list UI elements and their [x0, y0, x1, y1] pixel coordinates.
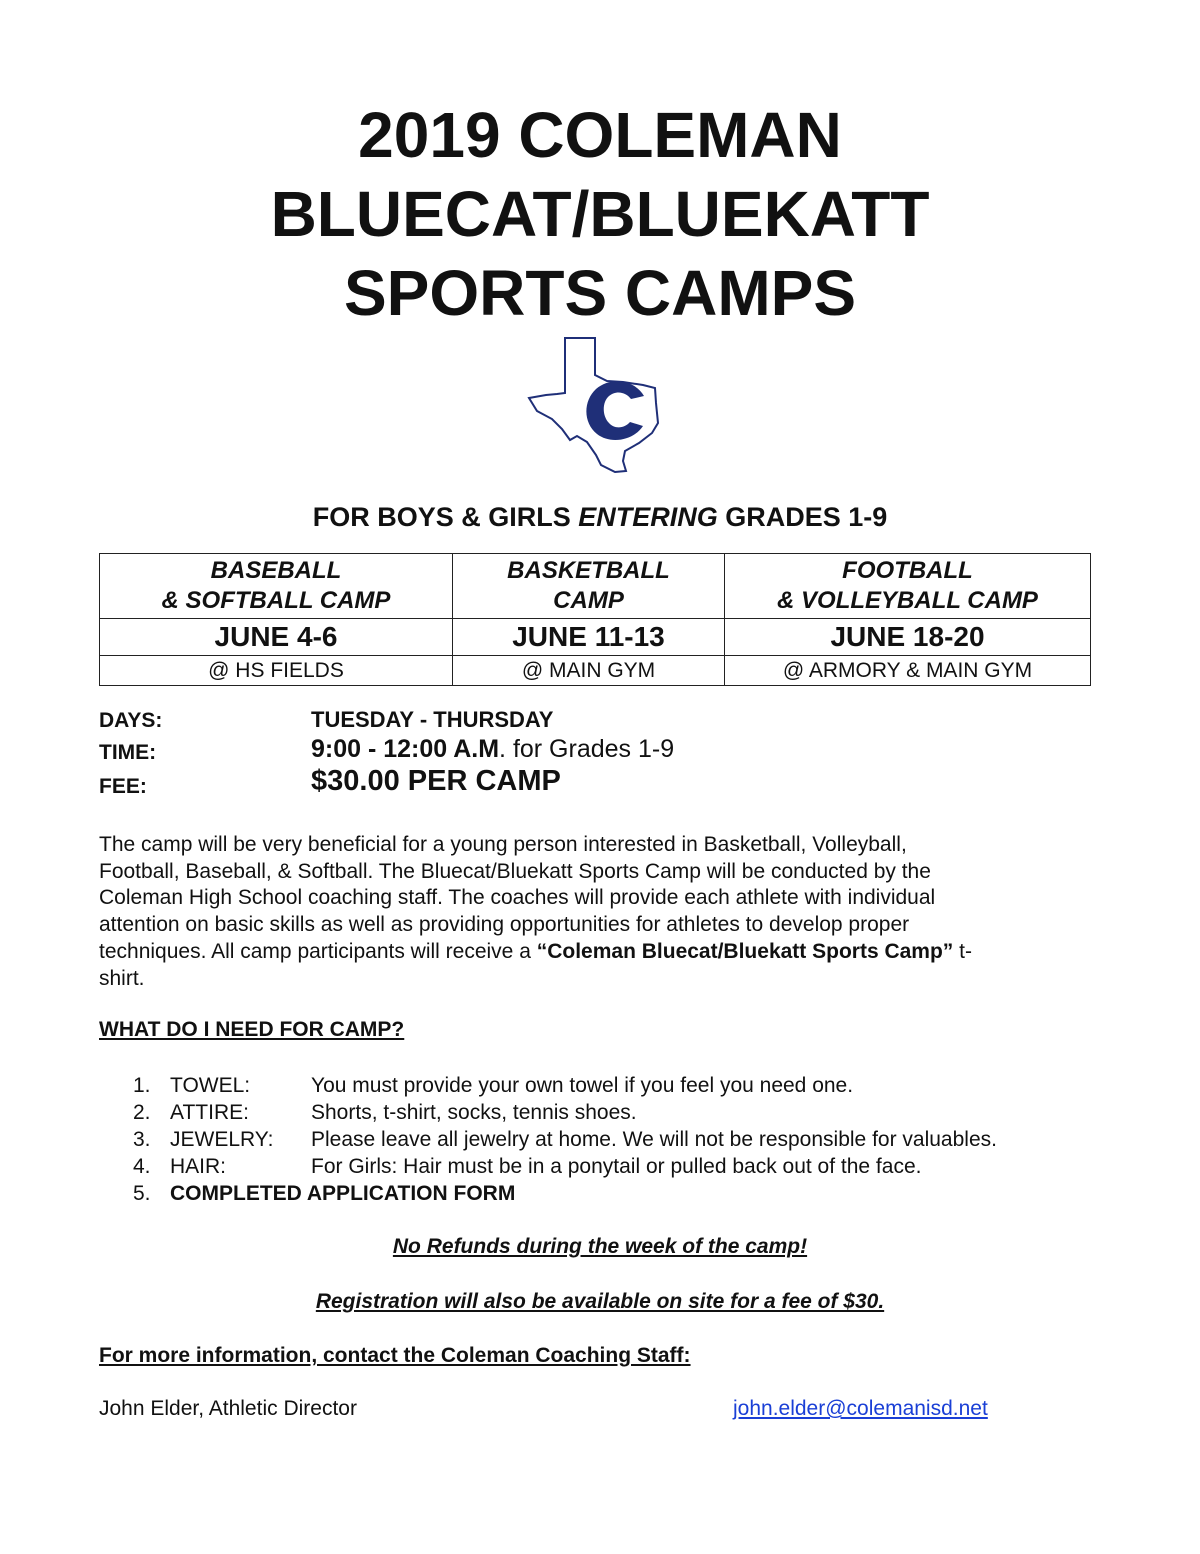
list-item-term: ATTIRE: [170, 1101, 249, 1124]
camp-locations-row [100, 656, 1091, 686]
camp-shirt-name: “Coleman Bluecat/Bluekatt Sports Camp” [536, 939, 954, 963]
needs-list [133, 1072, 997, 1207]
days-label: DAYS: [99, 709, 163, 732]
c-letter [586, 381, 644, 440]
list-item-description: You must provide your own towel if you feel you need one. [311, 1074, 854, 1097]
description-line-1: The camp will be very beneficial for a young person interested in Basketball, Volleyball, [99, 833, 907, 856]
camp-name-basketball [453, 554, 725, 619]
camp-dates-row [100, 619, 1091, 656]
needs-heading: WHAT DO I NEED FOR CAMP? [99, 1018, 405, 1041]
list-item-term: HAIR: [170, 1155, 227, 1178]
description-line-5-end: t- [953, 939, 972, 963]
list-item-number: 5. [133, 1182, 151, 1205]
camp-date-football: JUNE 18-20 [725, 619, 1091, 656]
fee-label: FEE: [99, 775, 147, 798]
description-line-2: Football, Baseball, & Softball. The Bluecat/Bluekatt Sports Camp will be conducted by the [99, 859, 931, 883]
list-item-term: TOWEL: [170, 1074, 251, 1097]
list-item-description: For Girls: Hair must be in a ponytail or pulled back out of the face. [311, 1155, 922, 1178]
subtitle-part-1: FOR BOYS & GIRLS [312, 502, 579, 532]
list-item-description: Shorts, t-shirt, socks, tennis shoes. [311, 1101, 637, 1124]
subtitle-entering: ENTERING [578, 502, 718, 532]
camps-table [99, 553, 1091, 686]
list-item [133, 1153, 997, 1180]
title-line-1: 2019 COLEMAN [358, 99, 842, 171]
camp-name-line-1: BASKETBALL [507, 557, 670, 584]
title-line-2: BLUECAT/BLUEKATT [270, 178, 930, 250]
camp-name-line-1: BASEBALL [210, 557, 342, 584]
camp-date-baseball: JUNE 4-6 [100, 619, 453, 656]
time-label: TIME: [99, 741, 157, 764]
camp-name-line-2: CAMP [553, 587, 624, 614]
coleman-texas-c-logo [525, 333, 675, 473]
list-item-description: Please leave all jewelry at home. We will not be responsible for valuables. [311, 1128, 997, 1151]
contact-name: John Elder, Athletic Director [99, 1397, 357, 1420]
registration-note: Registration will also be available on site for a fee of $30. [315, 1290, 885, 1313]
list-item-number: 4. [133, 1155, 151, 1178]
time-value [311, 735, 674, 764]
list-item [133, 1126, 997, 1153]
fee-value: $30.00 PER CAMP [311, 765, 561, 797]
contact-email-link[interactable]: john.elder@colemanisd.net [733, 1397, 988, 1420]
camp-name-football [725, 554, 1091, 619]
subtitle-part-3: GRADES 1-9 [717, 502, 888, 532]
description-line-5-start: techniques. All camp participants will receive a [99, 939, 537, 963]
camp-name-baseball [100, 554, 453, 619]
list-item [133, 1099, 997, 1126]
list-item-number: 1. [133, 1074, 151, 1097]
no-refunds-note: No Refunds during the week of the camp! [392, 1235, 808, 1258]
list-item-term: COMPLETED APPLICATION FORM [170, 1182, 516, 1205]
camp-location-basketball: @ MAIN GYM [453, 656, 725, 686]
list-item-number: 2. [133, 1101, 151, 1124]
camp-name-line-2: & VOLLEYBALL CAMP [777, 587, 1038, 614]
list-item [133, 1180, 997, 1207]
time-range: 9:00 - 12:00 A.M [311, 735, 500, 763]
camp-names-row [100, 554, 1091, 619]
days-value: TUESDAY - THURSDAY [311, 707, 554, 732]
subtitle [0, 499, 1200, 535]
title-line-3: SPORTS CAMPS [343, 257, 857, 329]
camp-location-baseball: @ HS FIELDS [100, 656, 453, 686]
camp-name-line-2: & SOFTBALL CAMP [161, 587, 391, 614]
list-item [133, 1072, 997, 1099]
list-item-term: JEWELRY: [170, 1128, 274, 1151]
description-line-6: shirt. [99, 966, 145, 990]
description-line-4: attention on basic skills as well as providing opportunities for athletes to develop proper [99, 913, 910, 937]
description-line-3: Coleman High School coaching staff. The coaches will provide each athlete with individual [99, 886, 936, 910]
description-line-5 [99, 939, 1099, 966]
list-item-number: 3. [133, 1128, 151, 1151]
camp-description [99, 832, 1099, 992]
time-suffix: . for Grades 1-9 [499, 735, 675, 763]
contact-heading: For more information, contact the Coleman Coaching Staff: [99, 1344, 691, 1367]
page-title [0, 96, 1200, 333]
camp-name-line-1: FOOTBALL [842, 557, 973, 584]
camp-date-basketball: JUNE 11-13 [453, 619, 725, 656]
camp-location-football: @ ARMORY & MAIN GYM [725, 656, 1091, 686]
